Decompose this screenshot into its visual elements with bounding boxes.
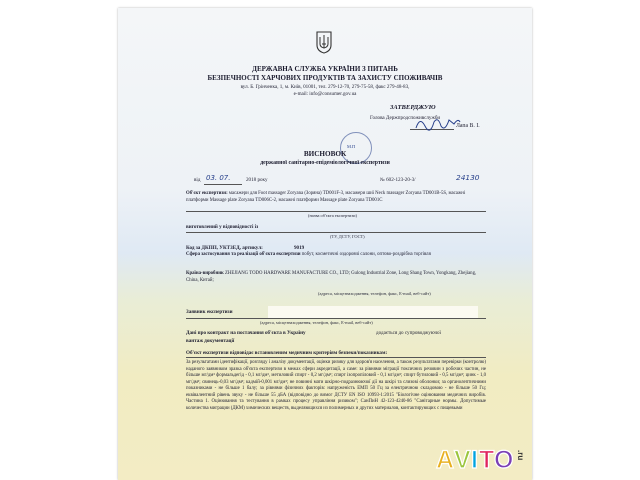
document-number-handwritten: 24130 [456,173,480,182]
agency-email: e-mail: info@consumer.gov.ua [293,91,357,97]
svg-text:A: A [436,446,455,474]
object-text: масажери для Foot massager Zoryana (Зоряна) TD001F-3, масажери шиї Neck massager Zoryana TD001B-5S, масажні платформи Massage plate Zoryana TD006C-2, масажні платформи Massage plate Zoryana TD001C [186,191,466,203]
object-of-expertise [186,191,486,204]
applicant-label: Заявник експертизи [186,309,233,315]
agency-address: вул. Б. Грінченка, 1, м. Київ, 01001, тел. 279-12-70, 279-75-58, факс 279-48-83, [240,84,410,90]
object-label: Об'єкт експертизи: [186,191,228,196]
stamp-label: М.П [347,144,356,149]
manufactured-label: виготовлений у відповідності із [186,224,259,230]
code-label: Код за ДКПП, УКТЗЕД, артикул: [186,245,263,251]
date-year: 2018 року [246,177,268,183]
signature-mark [414,112,462,134]
svg-text:O: O [494,446,514,474]
manufactured-caption: (ТУ, ДСТУ, ГОСТ) [330,234,365,239]
applicant-caption: (адреса, місцезнаходження, телефон, факс, E-mail, веб-сайт) [260,320,373,325]
approve-position: Голова Держпродспоживслужби [370,115,441,121]
scope-block [186,252,486,259]
code-value: 9019 [294,245,305,251]
country-block [186,271,486,284]
country-caption: (адреса, місцезнаходження, телефон, факс, E-mail, веб-сайт) [318,291,431,296]
manufactured-line [186,232,486,233]
applicant-redacted [268,306,478,318]
avito-watermark [434,442,528,474]
scope-text: побут, косметичні оздоровчі салони, оптово-роздрібна торгівля [301,252,431,257]
svg-text:V: V [454,446,471,474]
approve-title: ЗАТВЕРДЖУЮ [390,104,436,111]
date-prefix: від [194,177,201,183]
svg-text:T: T [479,446,495,474]
scope-label: Сфера застосування та реалізації об'єкта експертизи [186,252,301,257]
document-subheading: державної санітарно-епідеміологічної експертизи [260,160,390,166]
date-handwritten: 03. 07. [206,174,231,182]
conforms-label: Об'єкт експертизи відповідає встановленим медичним критеріям безпеки/показникам: [186,350,388,356]
svg-text:.ru: .ru [516,450,525,461]
document-number-prefix: № 602-123-20-3/ [380,177,416,183]
country-label: Країна-виробник [186,271,224,276]
agency-name-line2: БЕЗПЕЧНОСТІ ХАРЧОВИХ ПРОДУКТІВ ТА ЗАХИСТУ СПОЖИВАЧІВ [207,74,443,82]
document-heading: ВИСНОВОК [303,150,347,158]
contract-text-2: вантаж документації [186,338,235,344]
conforms-underline [186,357,486,358]
certificate-document [118,8,532,480]
avito-logo [434,442,528,474]
svg-text:I: I [471,446,478,474]
contract-label: Дані про контракт на постачання об'єкта в Україну [186,330,306,336]
approve-name: Лапа В. І. [456,123,480,129]
applicant-line [186,318,486,319]
contract-text: додається до супроводжуючої [376,330,441,336]
country-text: ZHEJIANG TODO HARDWARE MANUFACTURE CO., LTD; Gulong Industrial Zone, Long Shang Town, Yongkang, Zhejiang, China, Китай; [186,271,477,283]
object-underline [186,211,486,212]
agency-name-line1: ДЕРЖАВНА СЛУЖБА УКРАЇНИ З ПИТАНЬ [252,65,398,73]
conforms-text: За результатами ідентифікації, розгляду і аналізу документації, оцінки ризику для здоров'я населення, а також результатами перевірки (контролю) наданого заявником зразка об'єкта експертизи в межах сфери акредитації, а саме: за рівнями міграції токсичних речовин з робочих частин, не більше мг/дм³ формальдегід - 0,1 мг/дм³, метиловий спирт - 0,2 мг/дм³; спирт ізопропіловий - 0,1 мг/дм³; спирт бутиловий - 0,5 мг/дм³; цинк - 1,0 мг/дм³; свинець-0,03 мг/дм³; кадмій-0,001 мг/дм³; не повинні мати шкірно-подразнюючої дії на шкірі та слизові оболонки; за органолептичними показниками - не більше 1 балу; за рівнями фізичних факторів: напруженість ЕМП 50 Гц за електричною складовою - не більше 50 Гц; еквівалентний рівень звуку - не більше 55 дБА (відповідно до вимог ДСТУ EN ISO 10993-1:2015 "Біологічне оцінювання медичних виробів. Частина 1. Оцінювання та тестування в рамках процесу управління ризиком"; СанПиН 42-123-4240-86 "Санітарные нормы. Допустимые количества миграции (ДКМ) химических веществ, выделяющихся из полимерных и других материалов, контактирующих с пищевыми [186,360,486,411]
object-caption: (назва об'єкта експертизи) [308,213,357,218]
coat-of-arms-icon [315,30,333,54]
date-line [204,184,242,185]
